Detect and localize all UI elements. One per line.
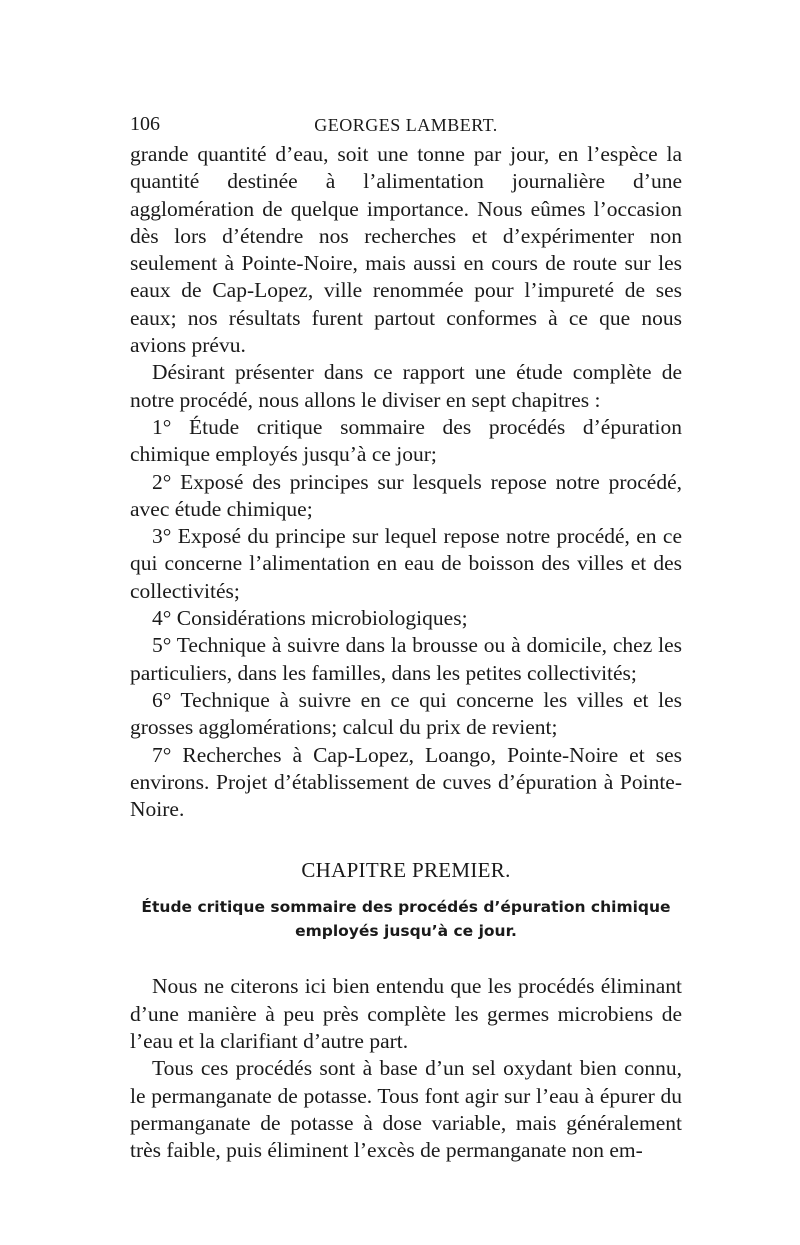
list-item: 7° Recherches à Cap-Lopez, Loango, Pointe-Noire et ses environs. Projet d’établissement de cuves d’épuration à Pointe-Noire. [130,742,682,822]
paragraph: Désirant présenter dans ce rapport une étude complète de notre procédé, nous allons le diviser en sept chapitres : [130,360,682,412]
book-page [130,113,682,1165]
page-number: 106 [130,113,160,135]
list-item: 4° Considérations microbiologiques; [152,606,468,631]
chapter-title: CHAPITRE PREMIER. [301,858,511,883]
list-item: 6° Technique à suivre en ce qui concerne les villes et les grosses agglomérations; calcul du prix de revient; [130,687,682,740]
page-header [130,113,682,141]
list-item: 5° Technique à suivre dans la brousse ou à domicile, chez les particuliers, dans les familles, dans les petites collectivités; [130,633,682,685]
chapter-text [130,973,682,1164]
list-item: 3° Exposé du principe sur lequel repose notre procédé, en ce qui concerne l’alimentation en eau de boisson des villes et des collectivités; [130,524,682,603]
paragraph: Nous ne citerons ici bien entendu que les procédés éliminant d’une manière à peu près complète les germes microbiens de l’eau et la clarifiant d’autre part. [130,974,682,1054]
paragraph: Tous ces procédés sont à base d’un sel oxydant bien connu, le permanganate de potasse. Tous font agir sur l’eau à épurer du permanganate de potasse à dose variable, mais généralement très faible, puis éliminent l’excès de permanganate non em- [130,1056,682,1163]
list-item: 2° Exposé des principes sur lesquels repose notre procédé, avec étude chimique; [130,469,682,521]
running-head: GEORGES LAMBERT. [314,115,498,135]
chapter-subtitle [130,895,682,943]
list-item: 1° Étude critique sommaire des procédés d’épuration chimique employés jusqu’à ce jour; [130,414,682,467]
chapter-subtitle-line: employés jusqu’à ce jour. [295,922,517,941]
paragraph: grande quantité d’eau, soit une tonne par jour, en l’espèce la quantité destinée à l’alimentation journalière d’une agglomération de quelque importance. Nous eûmes l’occasion dès lors d’étendre nos recherches et d’expérimenter non seulement à Pointe-Noire, mais aussi en cours de route sur les eaux de Cap-Lopez, ville renommée pour l’impureté de ses eaux; nos résultats furent partout conformes à ce que nous avions prévu. [130,142,682,358]
main-text [130,141,682,823]
chapter-subtitle-line: Étude critique sommaire des procédés d’épuration chimique [141,898,671,917]
